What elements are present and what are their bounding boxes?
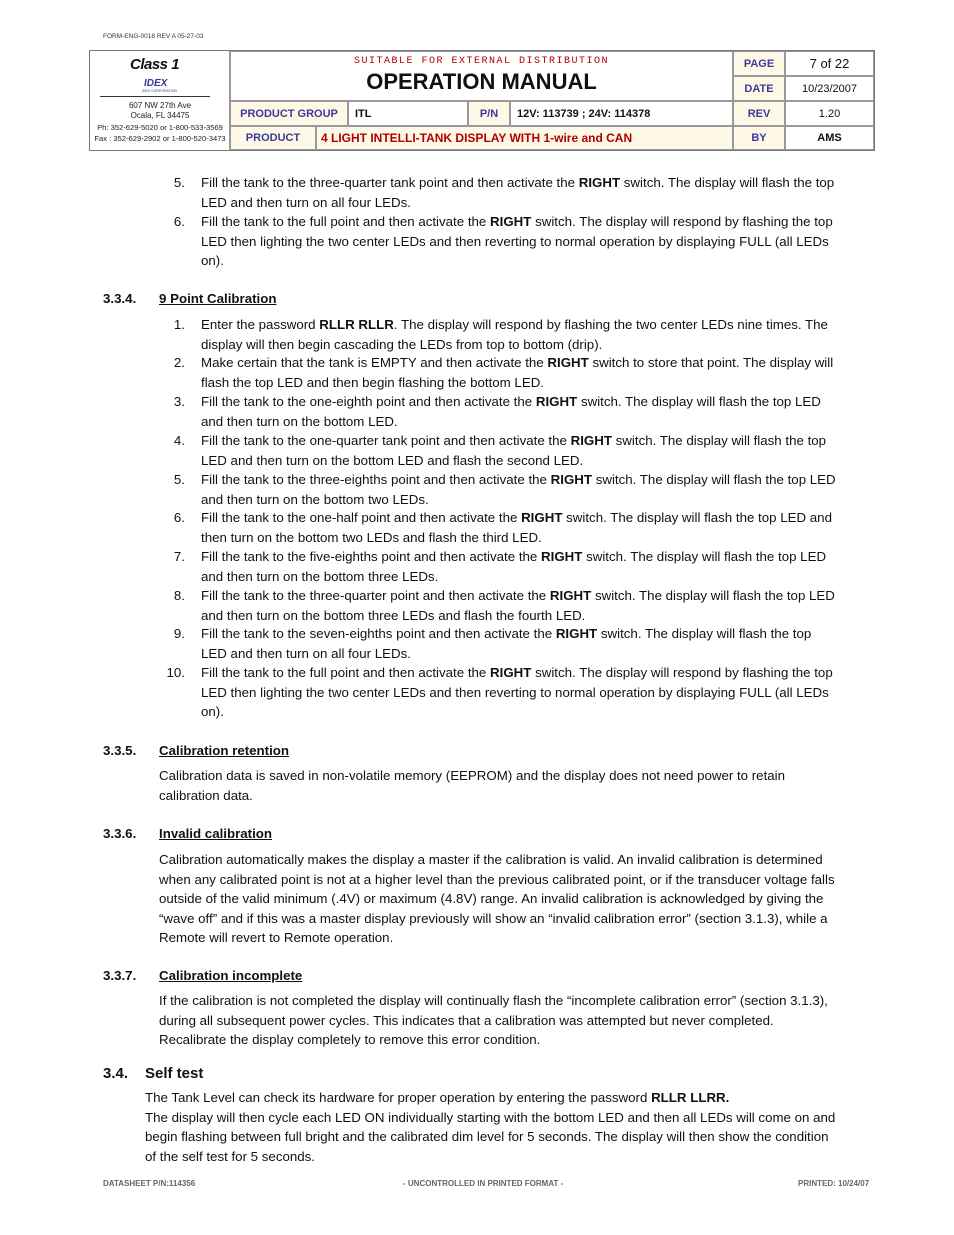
footer-printed: PRINTED: 10/24/07 — [798, 1179, 870, 1188]
section-title: Self test — [145, 1065, 204, 1082]
title-block — [230, 51, 733, 101]
section-number: 3.3.7. — [103, 968, 137, 983]
pn-label: P/N — [468, 101, 510, 126]
list-item: Fill the tank to the three-eighths point and then activate the RIGHT switch. The display will flash the top LED and then turn on the bottom two LEDs. — [201, 472, 836, 507]
list-item: Make certain that the tank is EMPTY and then activate the RIGHT switch to store that point. The display will flash the top LED and then begin flashing the bottom LED. — [201, 355, 834, 390]
address-phone: Ph: 352-629-5020 or 1-800-533-3569 — [97, 123, 223, 132]
list-number: 3. — [173, 394, 185, 409]
paragraph: The Tank Level can check its hardware for proper operation by entering the password RLLR LLRR. The display will then cycle each LED ON individually starting with the bottom LED and then all LEDs will come on and begin flashing between full bright and the calibrated dim level for 5 seconds. The display will then show the condition of the self test for 5 seconds. — [145, 1090, 836, 1164]
list-item: Fill the tank to the three-quarter tank point and then activate the RIGHT switch. The display will flash the top LED and then turn on all four LEDs. — [201, 175, 835, 210]
section-title: Calibration incomplete — [159, 968, 303, 983]
product-group-label: PRODUCT GROUP — [230, 101, 348, 126]
rev-value: 1.20 — [785, 101, 874, 126]
section-title: 9 Point Calibration — [159, 291, 277, 306]
idex-logo-subtitle: IDEX CORPORATION — [142, 89, 177, 93]
list-number: 1. — [173, 317, 185, 332]
section-title: Invalid calibration — [159, 826, 273, 841]
idex-logo: IDEX — [144, 78, 168, 89]
list-number: 6. — [173, 510, 185, 525]
list-item: Fill the tank to the one-quarter tank point and then activate the RIGHT switch. The display will flash the top LED and then turn on the bottom LED and flash the second LED. — [201, 433, 827, 468]
date-value: 10/23/2007 — [785, 76, 874, 101]
list-number: 8. — [173, 588, 185, 603]
date-label: DATE — [733, 76, 785, 101]
section-title: Calibration retention — [159, 743, 290, 758]
list-number: 2. — [173, 355, 185, 370]
by-value: AMS — [785, 126, 874, 150]
document-header — [89, 50, 875, 151]
logo-divider — [100, 96, 210, 97]
pn-value: 12V: 113739 ; 24V: 114378 — [510, 101, 733, 126]
address-fax: Fax : 352-629-2902 or 1-800-520-3473 — [94, 134, 226, 143]
footer-uncontrolled: - UNCONTROLLED IN PRINTED FORMAT - — [403, 1179, 564, 1188]
product-value: 4 LIGHT INTELLI-TANK DISPLAY WITH 1-wire and CAN — [316, 126, 733, 150]
address-street: 607 NW 27th Ave — [128, 101, 192, 110]
list-number: 5. — [173, 175, 185, 190]
document-title: OPERATION MANUAL — [366, 69, 597, 94]
list-number: 5. — [173, 472, 185, 487]
form-id: FORM-ENG-0018 REV A 05-27-03 — [103, 33, 204, 40]
paragraph: Calibration automatically makes the display a master if the calibration is valid. An invalid calibration is determined when any calibrated point is not at a higher level than the previous calibrated point, or if the transducer voltage falls outside of the valid minimum (.4V) or maximum (4.8V) range. An invalid calibration is acknowledged by giving the “wave off” and if this was a master display previously will show an “invalid calibration error” (section 3.1.3), while a Remote will revert to Remote operation. — [159, 852, 835, 945]
address-city: Ocala, FL 34475 — [130, 111, 190, 120]
class1-logo: Class 1 — [130, 56, 180, 73]
distribution-notice: SUITABLE FOR EXTERNAL DISTRIBUTION — [353, 56, 610, 67]
list-item: Fill the tank to the full point and then activate the RIGHT switch. The display will respond by flashing the top LED then lighting the two center LEDs and then reverting to normal operation by displaying FULL (all LEDs on). — [201, 214, 833, 268]
section-number: 3.3.6. — [103, 826, 137, 841]
footer-datasheet: DATASHEET P/N:114356 — [103, 1179, 196, 1188]
company-logo-block — [90, 51, 230, 150]
paragraph: Calibration data is saved in non-volatile memory (EEPROM) and the display does not need power to retain calibration data. — [159, 768, 786, 803]
list-number: 4. — [173, 433, 185, 448]
section-number: 3.3.4. — [103, 291, 137, 306]
list-number: 9. — [173, 626, 185, 641]
page-value: 7 of 22 — [785, 51, 874, 76]
paragraph: If the calibration is not completed the display will continually flash the “incomplete calibration error” (section 3.1.3), during all subsequent power cycles. This indicates that a calibration was attempted but never completed. Recalibrate the display completely to remove this error condition. — [159, 993, 828, 1047]
list-item: Enter the password RLLR RLLR. The display will respond by flashing the two center LEDs nine times. The display will then begin cascading the LEDs from top to bottom (drip). — [201, 317, 828, 352]
section-number: 3.4. — [103, 1065, 129, 1082]
list-number: 7. — [173, 549, 185, 564]
product-label: PRODUCT — [230, 126, 316, 150]
product-group-value: ITL — [348, 101, 468, 126]
page-label: PAGE — [733, 51, 785, 76]
list-item: Fill the tank to the three-quarter point and then activate the RIGHT switch. The display will flash the top LED and then turn on the bottom three LEDs and flash the fourth LED. — [201, 588, 835, 623]
section-number: 3.3.5. — [103, 743, 137, 758]
list-item: Fill the tank to the seven-eighths point and then activate the RIGHT switch. The display will flash the top LED and then turn on all four LEDs. — [201, 626, 812, 661]
by-label: BY — [733, 126, 785, 150]
list-item: Fill the tank to the five-eighths point and then activate the RIGHT switch. The display will flash the top LED and then turn on the bottom three LEDs. — [201, 549, 827, 584]
list-number: 10. — [166, 665, 185, 680]
list-item: Fill the tank to the one-eighth point and then activate the RIGHT switch. The display will flash the top LED and then turn on the bottom LED. — [201, 394, 821, 429]
list-item: Fill the tank to the one-half point and then activate the RIGHT switch. The display will flash the top LED and then turn on the bottom two LEDs and flash the third LED. — [201, 510, 832, 545]
list-item: Fill the tank to the full point and then activate the RIGHT switch. The display will respond by flashing the top LED then lighting the two center LEDs and then reverting to normal operation by displaying FULL (all LEDs on). — [201, 665, 833, 719]
list-number: 6. — [173, 214, 185, 229]
rev-label: REV — [733, 101, 785, 126]
